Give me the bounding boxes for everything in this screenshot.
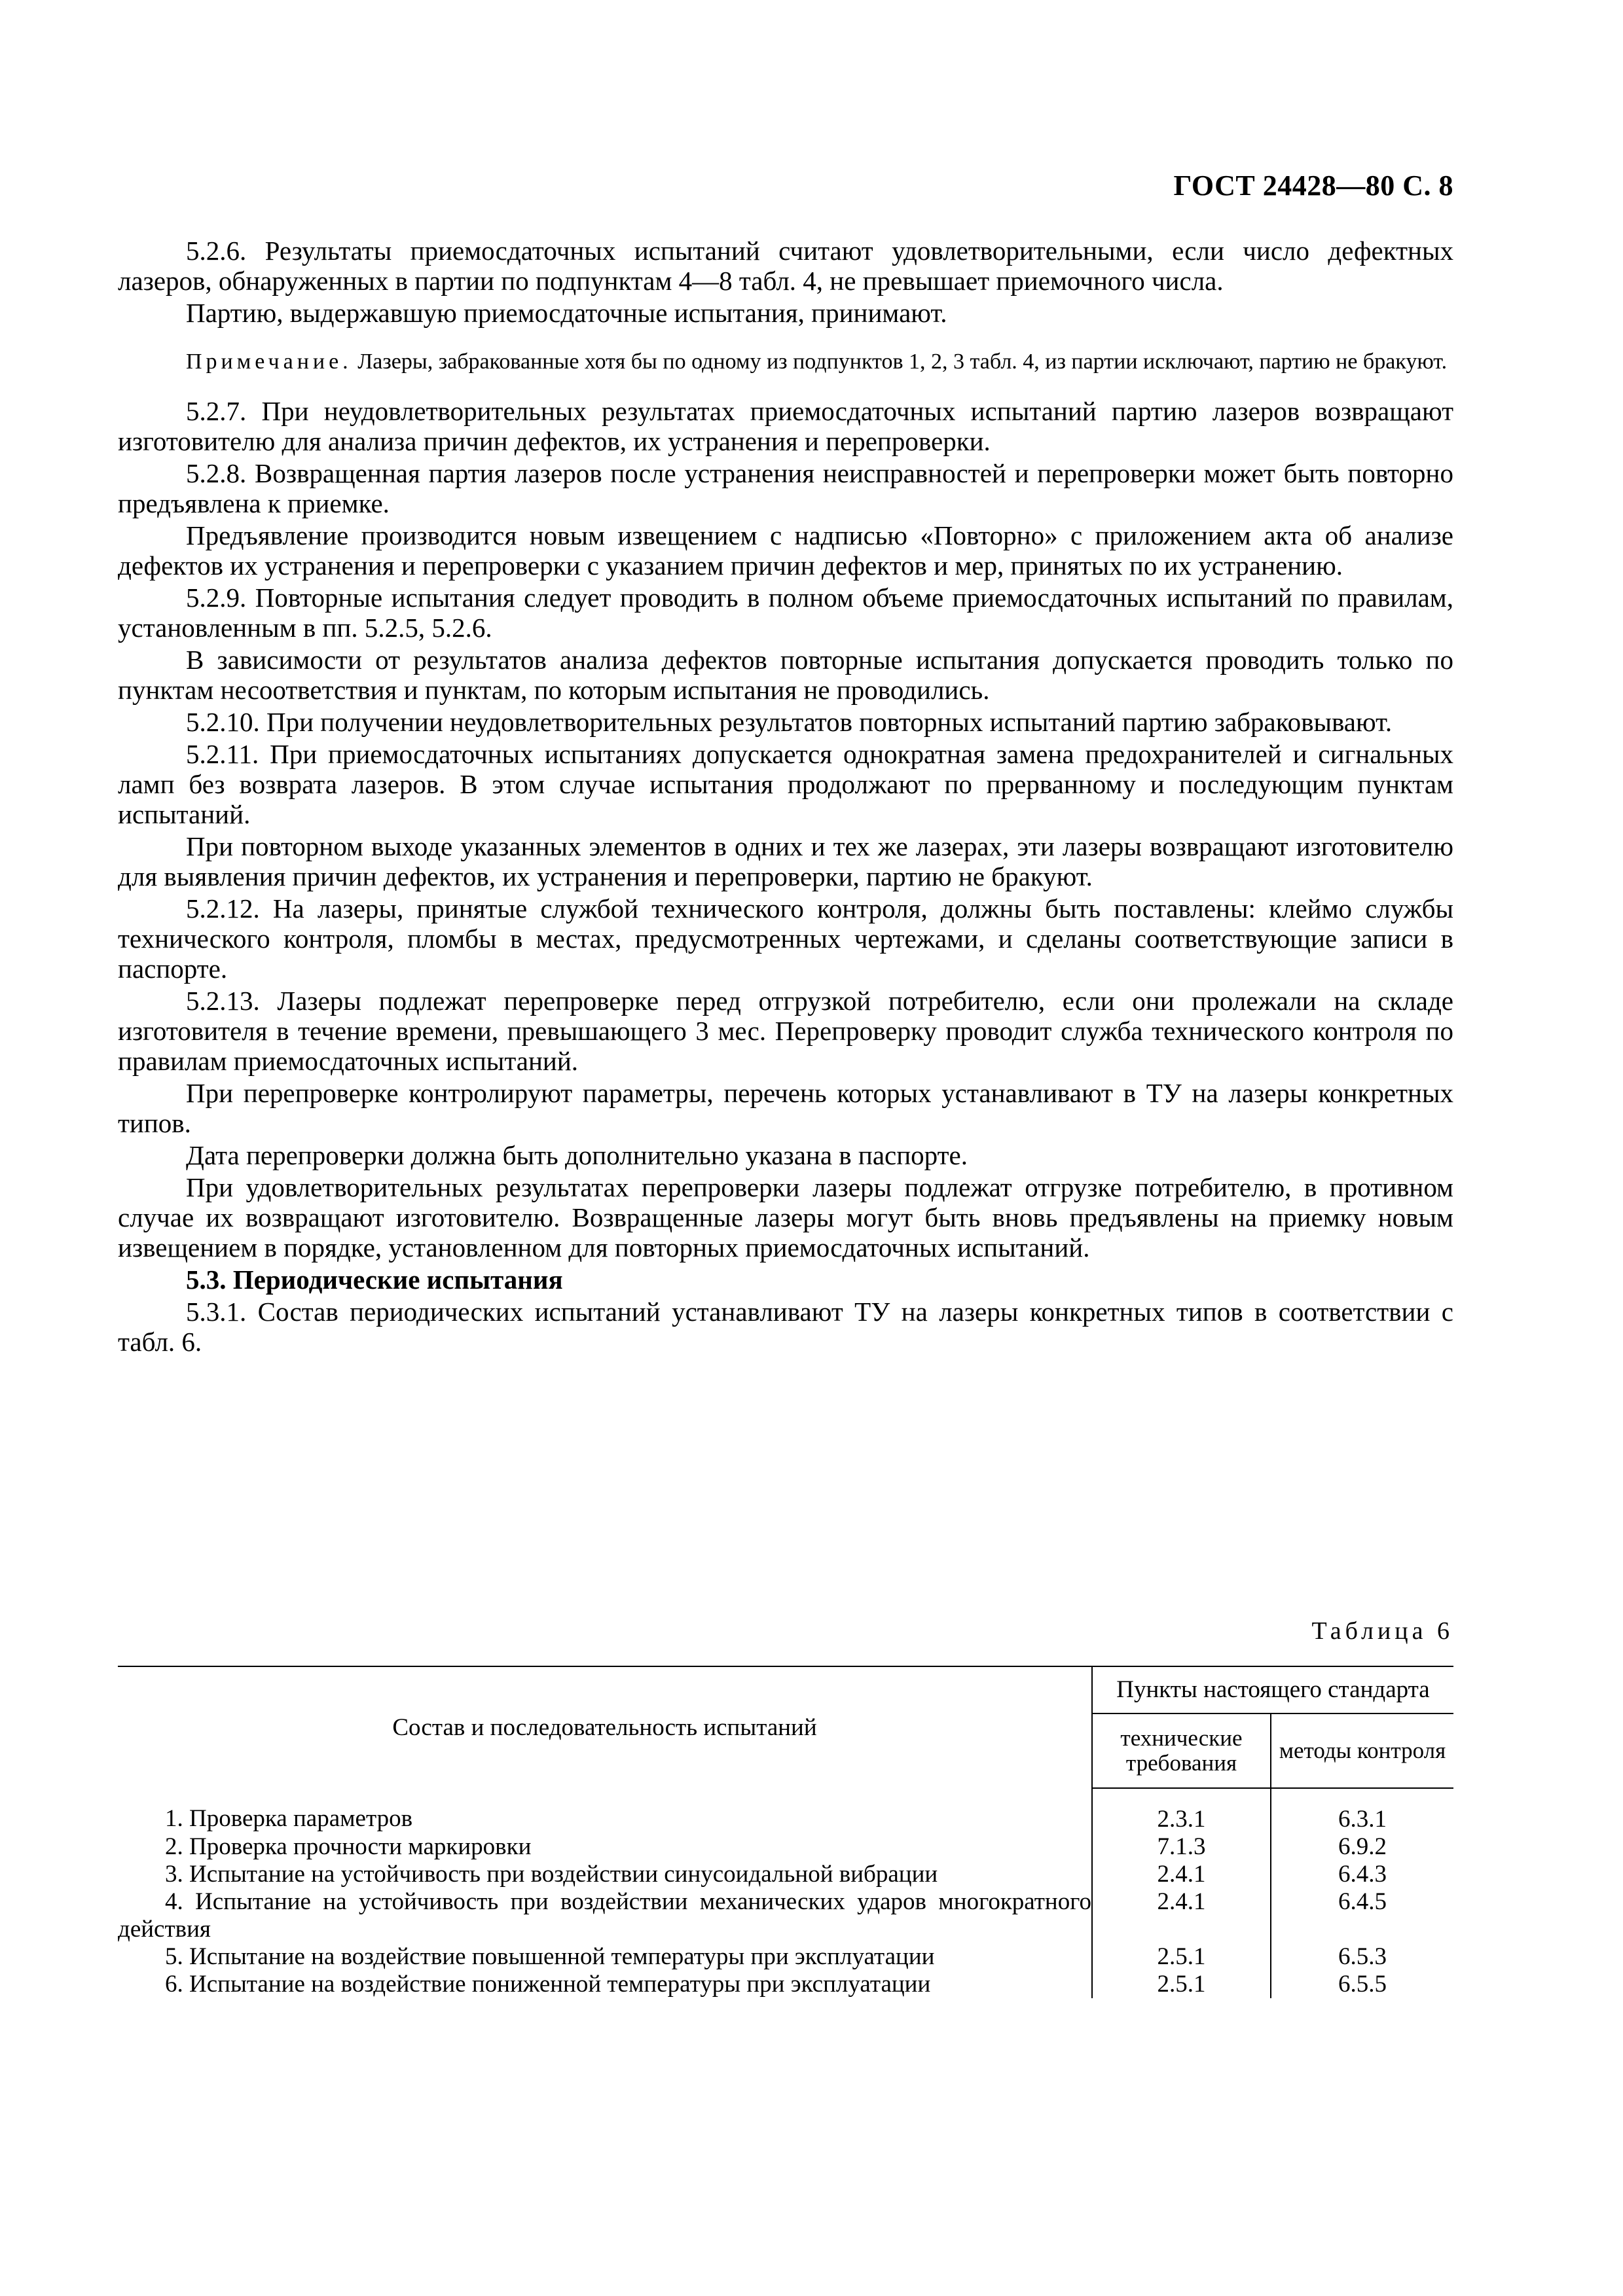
- paragraph: В зависимости от результатов анализа дефектов повторные испытания допускается проводить только по пунктам несоответствия и пунктам, по которым испытания не проводились.: [118, 645, 1453, 705]
- table-row: [118, 1788, 1453, 1833]
- paragraph: 5.2.10. При получении неудовлетворительных результатов повторных испытаний партию забраковывают.: [186, 707, 1393, 737]
- paragraph: Предъявление производится новым извещением с надписью «Повторно» с приложением акта об анализе дефектов их устранения и перепроверки с указанием причин дефектов и мер, принятых по их устранению.: [118, 520, 1453, 581]
- paragraph: 5.2.13. Лазеры подлежат перепроверке перед отгрузкой потребителю, если они пролежали на складе изготовителя в течение времени, превышающего 3 мес. Перепроверку проводит служба технического контроля по правилам приемосдаточных испытаний.: [118, 986, 1453, 1076]
- note: [118, 349, 1453, 375]
- paragraph: Партию, выдержавшую приемосдаточные испытания, принимают.: [186, 298, 947, 328]
- methods-ref: 6.4.5: [1271, 1888, 1453, 1943]
- column-header-methods: методы контроля: [1271, 1713, 1453, 1788]
- methods-ref: 6.5.5: [1271, 1971, 1453, 1998]
- column-header-group: Пункты настоящего стандарта: [1092, 1666, 1453, 1713]
- note-label: Примечание.: [186, 350, 352, 374]
- column-header-requirements: технические требования: [1092, 1713, 1271, 1788]
- test-name: 1. Проверка параметров: [165, 1805, 413, 1832]
- test-name: 6. Испытание на воздействие пониженной температуры при эксплуатации: [165, 1971, 931, 1998]
- paragraph: 5.2.9. Повторные испытания следует проводить в полном объеме приемосдаточных испытаний по правилам, установленным в пп. 5.2.5, 5.2.6.: [118, 583, 1453, 643]
- note-text: Лазеры, забракованные хотя бы по одному из подпунктов 1, 2, 3 табл. 4, из партии исключают, партию не бракуют.: [352, 350, 1448, 374]
- table-row: [118, 1861, 1453, 1888]
- table-row: [118, 1943, 1453, 1971]
- test-name: 3. Испытание на устойчивость при воздействии синусоидальной вибрации: [165, 1861, 938, 1888]
- test-name: 5. Испытание на воздействие повышенной температуры при эксплуатации: [165, 1943, 935, 1970]
- table-row: [118, 1971, 1453, 1998]
- page-header: ГОСТ 24428—80 С. 8: [1173, 170, 1453, 202]
- paragraph: При повторном выходе указанных элементов в одних и тех же лазерах, эти лазеры возвращают изготовителю для выявления причин дефектов, их устранения и перепроверки, партию не бракуют.: [118, 831, 1453, 891]
- test-name: 4. Испытание на устойчивость при воздействии механических ударов многократного действия: [118, 1888, 1091, 1943]
- paragraph: 5.2.11. При приемосдаточных испытаниях допускается однократная замена предохранителей и сигнальных ламп без возврата лазеров. В этом случае испытания продолжают по прерванному и последующим пунктам испытаний.: [118, 739, 1453, 829]
- paragraph: 5.2.6. Результаты приемосдаточных испытаний считают удовлетворительными, если число дефектных лазеров, обнаруженных в партии по подпунктам 4—8 табл. 4, не превышает приемочного числа.: [118, 236, 1453, 296]
- test-name: 2. Проверка прочности маркировки: [165, 1833, 532, 1860]
- table-row: [118, 1833, 1453, 1861]
- paragraph: При удовлетворительных результатах перепроверки лазеры подлежат отгрузке потребителю, в противном случае их возвращают изготовителю. Возвращенные лазеры могут быть вновь предъявлены на приемку новым извещением в порядке, установленном для повторных приемосдаточных испытаний.: [118, 1172, 1453, 1263]
- table-6: [118, 1666, 1453, 1998]
- paragraph: Дата перепроверки должна быть дополнительно указана в паспорте.: [186, 1140, 968, 1170]
- paragraph: При перепроверке контролируют параметры, перечень которых устанавливают в ТУ на лазеры конкретных типов.: [118, 1078, 1453, 1138]
- methods-ref: 6.3.1: [1271, 1788, 1453, 1833]
- section-title: 5.3. Периодические испытания: [186, 1265, 563, 1295]
- column-header-tests: Состав и последовательность испытаний: [118, 1666, 1092, 1788]
- requirements-ref: 7.1.3: [1092, 1833, 1271, 1861]
- requirements-ref: 2.5.1: [1092, 1971, 1271, 1998]
- document-body: [118, 236, 1453, 1357]
- table-row: [118, 1888, 1453, 1943]
- methods-ref: 6.5.3: [1271, 1943, 1453, 1971]
- paragraph: 5.2.12. На лазеры, принятые службой технического контроля, должны быть поставлены: клеймо службы технического контроля, пломбы в местах, предусмотренных чертежами, и сделаны соответствующие записи в паспорте.: [118, 893, 1453, 984]
- methods-ref: 6.9.2: [1271, 1833, 1453, 1861]
- paragraph: 5.3.1. Состав периодических испытаний устанавливают ТУ на лазеры конкретных типов в соответствии с табл. 6.: [118, 1297, 1453, 1357]
- paragraph: 5.2.8. Возвращенная партия лазеров после устранения неисправностей и перепроверки может быть повторно предъявлена к приемке.: [118, 458, 1453, 518]
- requirements-ref: 2.3.1: [1092, 1788, 1271, 1833]
- paragraph: 5.2.7. При неудовлетворительных результатах приемосдаточных испытаний партию лазеров возвращают изготовителю для анализа причин дефектов, их устранения и перепроверки.: [118, 396, 1453, 456]
- requirements-ref: 2.5.1: [1092, 1943, 1271, 1971]
- methods-ref: 6.4.3: [1271, 1861, 1453, 1888]
- requirements-ref: 2.4.1: [1092, 1861, 1271, 1888]
- table-caption: Таблица 6: [1311, 1617, 1453, 1645]
- requirements-ref: 2.4.1: [1092, 1888, 1271, 1943]
